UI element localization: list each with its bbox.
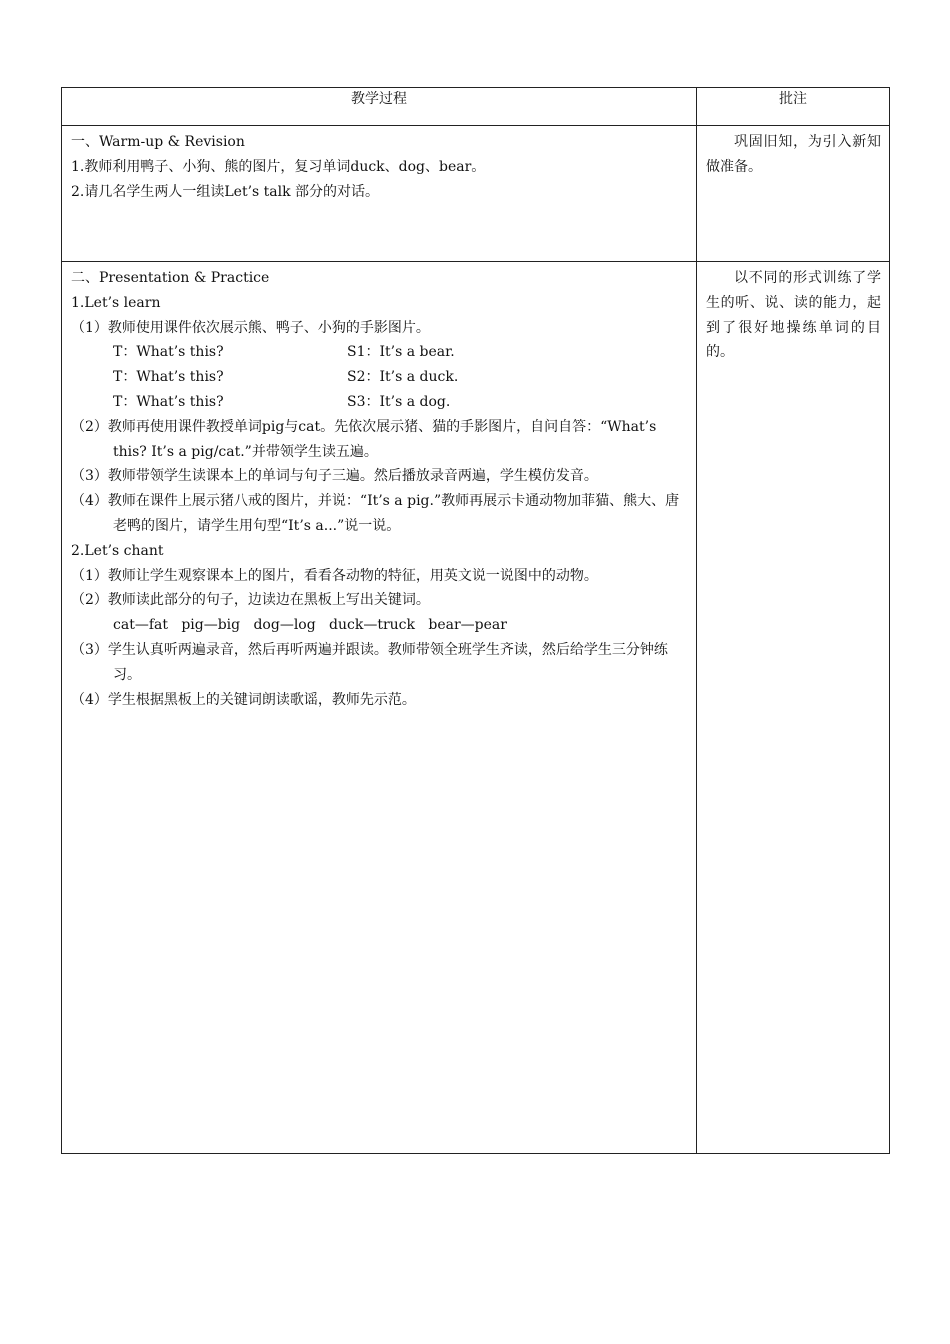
lesson-plan-table xyxy=(61,87,890,1154)
table-header-row xyxy=(62,88,890,126)
section-warmup-note xyxy=(697,126,890,262)
step-line: （4）学生根据黑板上的关键词朗读歌谣，教师先示范。 xyxy=(71,691,416,708)
keywords-line: cat—fat pig—big dog—log duck—truck bear—pear xyxy=(113,617,507,634)
section-title: 二、Presentation & Practice xyxy=(71,270,270,286)
section-presentation-row xyxy=(62,262,890,1154)
step-line: 1.教师利用鸭子、小狗、熊的图片，复习单词duck、dog、bear。 xyxy=(71,158,486,175)
dialogue-line xyxy=(71,365,688,390)
dialogue-line xyxy=(71,340,688,365)
step-line: （4）教师在课件上展示猪八戒的图片，并说：“It’s a pig.”教师再展示卡通动物加菲猫、熊大、唐老鸭的图片，请学生用句型“It’s a...”说一说。 xyxy=(71,493,680,534)
dialogue-student: S2：It’s a duck. xyxy=(347,369,459,386)
dialogue-student: S1：It’s a bear. xyxy=(347,344,455,361)
note-text: 巩固旧知，为引入新知做准备。 xyxy=(706,134,881,175)
step-line: （2）教师读此部分的句子，边读边在黑板上写出关键词。 xyxy=(71,592,430,609)
step-line: （1）教师让学生观察课本上的图片，看看各动物的特征，用英文说一说图中的动物。 xyxy=(71,567,598,584)
dialogue-teacher: T：What’s this? xyxy=(113,369,224,386)
part-title-lets-learn: 1.Let’s learn xyxy=(71,294,161,311)
section-presentation-note xyxy=(697,262,890,1154)
dialogue-teacher: T：What’s this? xyxy=(113,344,224,361)
section-warmup-content xyxy=(62,126,697,262)
part-title-lets-chant: 2.Let’s chant xyxy=(71,542,164,559)
section-presentation-content xyxy=(62,262,697,1154)
step-line: （2）教师再使用课件教授单词pig与cat。先依次展示猪、猫的手影图片，自问自答：“What’s this? It’s a pig/cat.”并带领学生读五遍。 xyxy=(71,418,657,460)
header-notes: 批注 xyxy=(697,88,890,126)
step-line: 2.请几名学生两人一组读Let’s talk 部分的对话。 xyxy=(71,183,380,200)
dialogue-student: S3：It’s a dog. xyxy=(347,393,451,410)
note-text: 以不同的形式训练了学生的听、说、读的能力，起到了很好地操练单词的目的。 xyxy=(706,270,881,361)
section-title: 一、Warm-up & Revision xyxy=(71,134,245,150)
dialogue-teacher: T：What’s this? xyxy=(113,393,224,410)
dialogue-line xyxy=(71,390,688,415)
section-warmup-row xyxy=(62,126,890,262)
step-line: （1）教师使用课件依次展示熊、鸭子、小狗的手影图片。 xyxy=(71,319,430,336)
step-line: （3）学生认真听两遍录音，然后再听两遍并跟读。教师带领全班学生齐读，然后给学生三分钟练习。 xyxy=(71,641,668,683)
header-teaching-process: 教学过程 xyxy=(62,88,697,126)
step-line: （3）教师带领学生读课本上的单词与句子三遍。然后播放录音两遍，学生模仿发音。 xyxy=(71,468,598,485)
